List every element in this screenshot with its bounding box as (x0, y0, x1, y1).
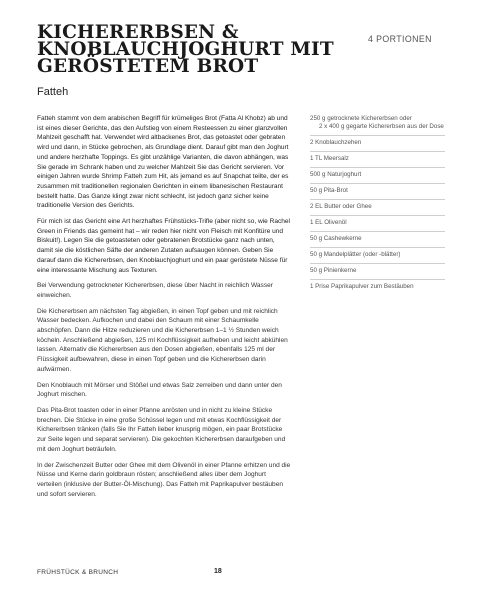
ingredient-item: 50 g Cashewkerne (310, 234, 445, 248)
recipe-body (37, 114, 292, 505)
intro-paragraph: Fatteh stammt von dem arabischen Begriff für krümeliges Brot (Fatta Al Khobz) ab und ist eines dieser Gerichte, das den Aufstieg von einem Resteessen zu einer glanzvollen Mahlzeit geschafft hat. Verwendet wird altbackenes Brot, das getoastet oder gebraten wird und dann, in Stücke gebrochen, als Grundlage dient. Darauf gibt man den Joghurt und andere herzhafte Toppings. Es gibt unzählige Varianten, die davon abhängen, was Sie gerade im Schrank haben und zu welcher Mahlzeit Sie das Gericht servieren. Vor einigen Jahren wurde Shrimp Fatteh zum Hit, als jemand es auf Snapchat teilte, der es zusammen mit traditionellen regionalen Gerichten in einem libanesischen Restaurant bestellt hatte. Das Ganze klingt zwar nicht schlecht, ist jedoch ganz sicher keine traditionelle Version des Gerichts. (37, 115, 289, 210)
method-step: Den Knoblauch mit Mörser und Stößel und etwas Salz zerreiben und dann unter den Joghurt mischen. (37, 381, 282, 399)
method-step: Die Kichererbsen am nächsten Tag abgießen, in einen Topf geben und mit reichlich Wasser bedecken. Aufkochen und dabei den Schaum mit einer Schaumkelle abschöpfen. Dann die Hitze reduzieren und die Kichererbsen 1–1 ½ Stunden weich köcheln. Anschließend abgießen, 125 ml Kochflüssigkeit aufheben und leicht abkühlen lassen. Alternativ die Kichererbsen aus den Dosen abgießen, ebenfalls 125 ml der Flüssigkeit aufbewahren, diese in einen Topf geben und die Kichererbsen darin aufwärmen. (37, 307, 288, 373)
section-footer: FRÜHSTÜCK & BRUNCH (37, 569, 119, 576)
portions-label: 4 PORTIONEN (368, 34, 432, 44)
ingredient-item: 1 Prise Paprikapulver zum Bestäuben (310, 283, 414, 290)
ingredient-item: 50 g Pita-Brot (310, 186, 445, 200)
method-step: Das Pita-Brot toasten oder in einer Pfanne anrösten und in nicht zu kleine Stücke brechen. Die Stücke in eine große Schüssel legen und mit etwas Kochflüssigkeit der Kichererbsen tränken (falls Sie Ihr Fatteh lieber knusprig mögen, ein paar Brotstücke zur Seite legen und separat servieren). Die gekochten Kichererbsen daraufgeben und mit dem Joghurt beträufeln. (37, 406, 286, 453)
page-number: 18 (214, 568, 222, 575)
recipe-subtitle: Fatteh (37, 86, 69, 98)
ingredient-alternative: 2 x 400 g gegarte Kichererbsen aus der Dose (319, 123, 444, 130)
ingredient-item (310, 114, 445, 136)
ingredient-list (310, 114, 445, 297)
ingredient-item: 1 TL Meersalz (310, 154, 445, 168)
recipe-title: KICHERERBSEN & KNOBLAUCHJOGHURT MIT GERÖSTETEM BROT (37, 22, 334, 77)
method-step: In der Zwischenzeit Butter oder Ghee mit dem Olivenöl in einer Pfanne erhitzen und die Nüsse und Kerne darin goldbraun rösten; anschließend alles über dem Joghurt verteilen (inklusive der Butter-Öl-Mischung). Das Fatteh mit Paprikapulver bestäuben und sofort servieren. (37, 461, 291, 498)
intro-paragraph: Für mich ist das Gericht eine Art herzhaftes Frühstücks-Trifle (aber nicht so, wie Rachel Green in Friends das gemeint hat – wir reden hier nicht von Fleisch mit Konfitüre und Biskuit!). Legen Sie die getoasteten oder gebratenen Brotstücke ganz nach unten, damit sie die köstlichen Säfte der anderen Zutaten aufsaugen können. Geben Sie darauf dann die Kichererbsen, den Knoblauchjoghurt und ein paar geröstete Nüsse für eine interessante Mischung aus Texturen. (37, 218, 290, 274)
method-step: Bei Verwendung getrockneter Kichererbsen, diese über Nacht in reichlich Wasser einweichen. (37, 282, 273, 299)
ingredient-item: 2 Knoblauchzehen (310, 138, 445, 152)
ingredient-item: 50 g Mandelplätter (oder -blätter) (310, 250, 445, 264)
ingredient-item: 1 EL Olivenöl (310, 218, 445, 232)
ingredient-item: 500 g Naturjoghurt (310, 170, 445, 184)
ingredient-item: 2 EL Butter oder Ghee (310, 202, 445, 216)
ingredient-text: 250 g getrocknete Kichererbsen oder (310, 115, 412, 122)
ingredient-item: 50 g Pinienkerne (310, 266, 445, 280)
